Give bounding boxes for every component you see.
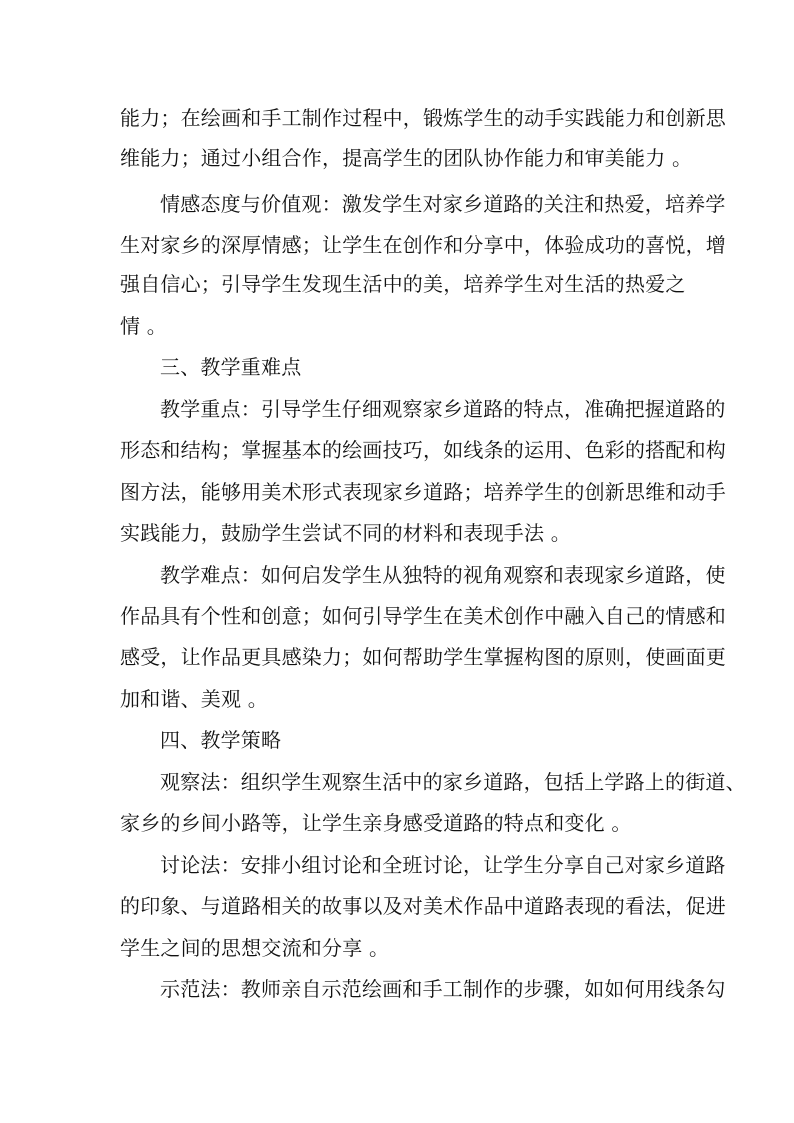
text-line: 作品具有个性和创意；如何引导学生在美术创作中融入自己的情感和 xyxy=(120,604,726,628)
text-line: 感受，让作品更具感染力；如何帮助学生掌握构图的原则，使画面更 xyxy=(120,645,726,669)
text-line: 观察法：组织学生观察生活中的家乡道路，包括上学路上的街道、 xyxy=(160,770,746,794)
text-line: 讨论法：安排小组讨论和全班讨论，让学生分享自己对家乡道路 xyxy=(160,853,726,877)
text-line: 情感态度与价值观：激发学生对家乡道路的关注和热爱，培养学 xyxy=(160,192,726,216)
text-line: 家乡的乡间小路等，让学生亲身感受道路的特点和变化 。 xyxy=(120,811,632,835)
section-heading: 四、教学策略 xyxy=(160,728,282,752)
text-line: 图方法，能够用美术形式表现家乡道路；培养学生的创新思维和动手 xyxy=(120,480,726,504)
text-line: 教学重点：引导学生仔细观察家乡道路的特点，准确把握道路的 xyxy=(160,397,726,421)
text-line: 形态和结构；掌握基本的绘画技巧，如线条的运用、色彩的搭配和构 xyxy=(120,438,726,462)
text-line: 的印象、与道路相关的故事以及对美术作品中道路表现的看法，促进 xyxy=(120,894,726,918)
text-line: 实践能力，鼓励学生尝试不同的材料和表现手法 。 xyxy=(120,521,571,545)
text-line: 维能力；通过小组合作，提高学生的团队协作能力和审美能力 。 xyxy=(120,146,693,170)
text-line: 强自信心；引导学生发现生活中的美，培养学生对生活的热爱之 xyxy=(120,272,686,296)
text-line: 示范法：教师亲自示范绘画和手工制作的步骤，如如何用线条勾 xyxy=(160,977,726,1001)
text-line: 学生之间的思想交流和分享 。 xyxy=(120,936,390,960)
text-line: 加和谐、美观 。 xyxy=(120,687,268,711)
section-heading: 三、教学重难点 xyxy=(160,355,302,379)
text-line: 情 。 xyxy=(120,314,167,338)
text-line: 生对家乡的深厚情感；让学生在创作和分享中，体验成功的喜悦，增 xyxy=(120,233,726,257)
text-line: 教学难点：如何启发学生从独特的视角观察和表现家乡道路，使 xyxy=(160,563,726,587)
text-line: 能力；在绘画和手工制作过程中，锻炼学生的动手实践能力和创新思 xyxy=(120,106,726,130)
